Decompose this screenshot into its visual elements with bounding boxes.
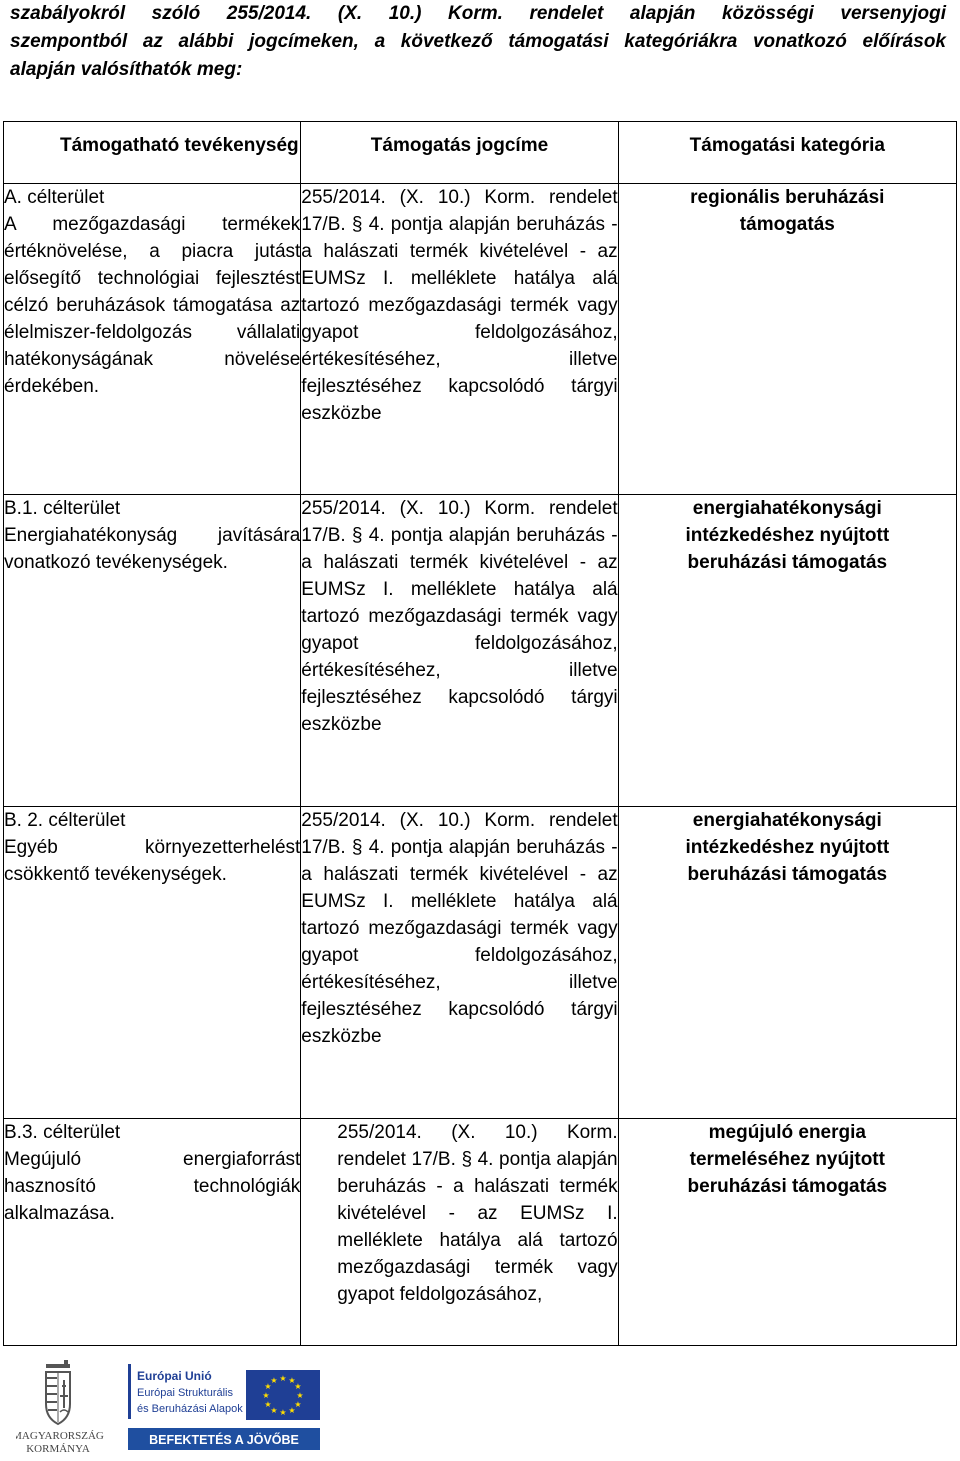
category-cell [618, 495, 956, 807]
table-row [4, 495, 957, 807]
svg-text:★: ★ [270, 1406, 278, 1415]
intro-line-1: szabályokról szóló 255/2014. (X. 10.) Korm. rendelet alapján közösségi versenyjogi [10, 3, 946, 24]
gov-line-2: KORMÁNYA [26, 1443, 90, 1455]
svg-text:★: ★ [288, 1406, 296, 1415]
activity-text: A mezőgazdasági termékek értéknövelése, a piacra jutást elősegítő technológiai fejlesztést célzó beruházások támogatása az élelmiszer-feldolgozás vállalati hatékonyságának növelése érdekében. [4, 214, 301, 397]
category-cell [618, 1119, 956, 1346]
activity-text: Megújuló energiaforrást hasznosító technológiák alkalmazása. [4, 1149, 301, 1224]
legal-basis-cell: 255/2014. (X. 10.) Korm. rendelet 17/B. § 4. pontja alapján beruházás - a halászati termék kivételével - az EUMSz I. melléklete hatálya alá tartozó mezőgazdasági termék vagy gyapot feldolgozásához, [301, 1119, 618, 1346]
header-activity: Támogatható tevékenység [4, 122, 301, 184]
legal-basis-cell: 255/2014. (X. 10.) Korm. rendelet 17/B. § 4. pontja alapján beruházás - a halászati termék kivételével - az EUMSz I. melléklete hatálya alá tartozó mezőgazdasági termék vagy gyapot feldolgozásához, értékesítéséhez, illetve fejlesztéséhez kapcsolódó tárgyi eszközbe [301, 184, 618, 495]
intro-paragraph [10, 0, 946, 84]
svg-text:★: ★ [264, 1400, 272, 1409]
svg-text:★: ★ [288, 1376, 296, 1385]
category-text: energiahatékonysági intézkedéshez nyújtott beruházási támogatás [685, 810, 890, 885]
activity-text: Energiahatékonyság javítására vonatkozó tevékenységek. [4, 525, 301, 573]
header-category: Támogatási kategória [618, 122, 956, 184]
activity-cell [4, 184, 301, 495]
table-row [4, 184, 957, 495]
category-cell [618, 807, 956, 1119]
support-table [3, 121, 957, 1346]
logo-strip [16, 1356, 326, 1456]
svg-text:★: ★ [262, 1391, 270, 1400]
svg-text:★: ★ [279, 1408, 287, 1417]
category-text: regionális beruházási támogatás [690, 187, 885, 235]
intro-line-2: szempontból az alábbi jogcímeken, a következő támogatási kategóriákra vonatkozó előírások [10, 31, 946, 52]
hungary-coat-of-arms-icon [46, 1360, 70, 1424]
eu-line-1: Európai Unió [137, 1369, 212, 1383]
legal-basis-cell: 255/2014. (X. 10.) Korm. rendelet 17/B. § 4. pontja alapján beruházás - a halászati termék kivételével - az EUMSz I. melléklete hatálya alá tartozó mezőgazdasági termék vagy gyapot feldolgozásához, értékesítéséhez, illetve fejlesztéséhez kapcsolódó tárgyi eszközbe [301, 807, 618, 1119]
svg-text:★: ★ [294, 1382, 302, 1391]
target-area-label: B. 2. célterület [4, 810, 126, 831]
table-header-row [4, 122, 957, 184]
category-cell [618, 184, 956, 495]
slogan-text: BEFEKTETÉS A JÖVŐBE [149, 1433, 299, 1447]
target-area-label: A. célterület [4, 187, 105, 208]
activity-text: Egyéb környezetterhelést csökkentő tevékenységek. [4, 837, 301, 885]
gov-line-1: MAGYARORSZÁG [16, 1430, 104, 1442]
activity-cell [4, 1119, 301, 1346]
footer-logos [16, 1356, 326, 1456]
header-legal-basis: Támogatás jogcíme [301, 122, 618, 184]
svg-text:★: ★ [270, 1376, 278, 1385]
table-row [4, 1119, 957, 1346]
target-area-label: B.3. célterület [4, 1122, 121, 1143]
svg-text:★: ★ [264, 1382, 272, 1391]
activity-cell [4, 807, 301, 1119]
svg-text:★: ★ [294, 1400, 302, 1409]
svg-text:★: ★ [296, 1391, 304, 1400]
legal-basis-cell: 255/2014. (X. 10.) Korm. rendelet 17/B. § 4. pontja alapján beruházás - a halászati termék kivételével - az EUMSz I. melléklete hatálya alá tartozó mezőgazdasági termék vagy gyapot feldolgozásához, értékesítéséhez, illetve fejlesztéséhez kapcsolódó tárgyi eszközbe [301, 495, 618, 807]
table-row [4, 807, 957, 1119]
svg-text:★: ★ [279, 1374, 287, 1383]
category-text: energiahatékonysági intézkedéshez nyújtott beruházási támogatás [685, 498, 890, 573]
eu-line-3: és Beruházási Alapok [137, 1403, 243, 1415]
intro-line-3: alapján valósíthatók meg: [10, 59, 243, 80]
target-area-label: B.1. célterület [4, 498, 121, 519]
eu-flag-icon [246, 1370, 320, 1420]
category-text: megújuló energia termeléséhez nyújtott beruházási támogatás [687, 1122, 888, 1197]
activity-cell [4, 495, 301, 807]
eu-line-2: Európai Strukturális [137, 1387, 233, 1399]
